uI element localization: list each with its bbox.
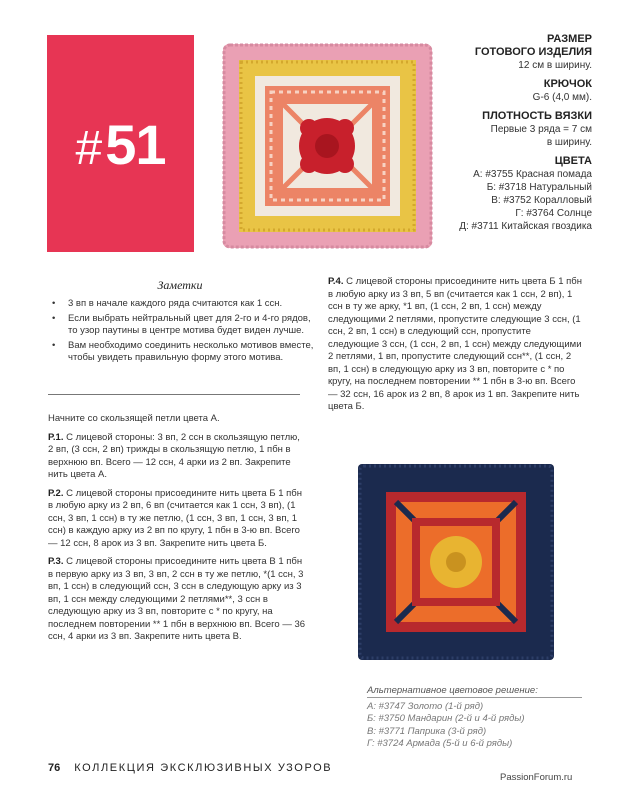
round-3-label: Р.3. — [48, 556, 64, 567]
alt-line: В: #3771 Паприка (3-й ряд) — [367, 725, 487, 737]
page-number: 76 — [48, 762, 61, 774]
round-2-label: Р.2. — [48, 487, 64, 499]
spec-gauge-line-1: Первые 3 ряда = 7 см — [490, 124, 592, 135]
round-1-label: Р.1. — [48, 431, 64, 443]
alt-crochet-square-photo — [356, 462, 556, 662]
pattern-number — [47, 110, 194, 184]
watermark: PassionForum.ru — [500, 772, 573, 783]
round-3-text: С лицевой стороны присоедините нить цвета В 1 пбн в первую арку из 3 вп, 3 вп, 2 ссн в ту же петлю, *(1 ссн, 3 вп, 1 ссн) в следующий ссн, 3 ссн в следующую арку из 3 вп, 1 ссн между следующими 2 петлями**, 3 ссн в следующую арку из 3 вп, повторите с * по кругу, на последнем повторении ** 1 пбн в верхнюю вп. Всего — 36 ссн, 4 арки из 3 вп. Закрепите нить цвета В. — [48, 556, 306, 642]
instructions-left — [48, 413, 306, 650]
spec-size-value: 12 см в ширину. — [518, 60, 592, 71]
round-1 — [48, 432, 306, 482]
spec-size-title: РАЗМЕР — [546, 33, 592, 45]
spec-color-b: Б: #3718 Натуральный — [486, 182, 592, 193]
alt-line: А: #3747 Золото (1-й ряд) — [367, 700, 484, 712]
round-4 — [328, 276, 583, 414]
spec-color-g: Г: #3764 Солнце — [515, 208, 592, 219]
round-3 — [48, 556, 306, 644]
round-2 — [48, 488, 306, 551]
spec-colors-title: ЦВЕТА — [554, 155, 592, 167]
spec-gauge-title: ПЛОТНОСТЬ ВЯЗКИ — [482, 110, 592, 122]
book-title: КОЛЛЕКЦИЯ ЭКСКЛЮЗИВНЫХ УЗОРОВ — [74, 762, 333, 774]
alt-divider — [367, 697, 582, 698]
note-item: • 3 вп в начале каждого ряда считаются как 1 ссн. — [50, 298, 315, 311]
round-2-text: С лицевой стороны присоедините нить цвета Б 1 пбн в любую арку из 2 вп, 6 вп (считается как 1 ссн, 3 вп), (1 ссн, 3 вп, 1 ссн) в ту же петлю, (1 ссн, 3 вп, 1 ссн, 3 вп, 1 ссн) в каждую арку из 2 вп по кругу, 1 пбн в 3-ю вп. Всего — 12 ссн, 8 арок из 3 вп. Закрепите нить цвета Б. — [48, 487, 302, 549]
spec-color-a: А: #3755 Красная помада — [473, 169, 592, 180]
pattern-number-value: 51 — [105, 113, 166, 176]
spec-hook-title: КРЮЧОК — [543, 78, 592, 90]
spec-size-title-2: ГОТОВОГО ИЗДЕЛИЯ — [474, 46, 592, 58]
alternative-colorway — [367, 685, 567, 751]
instructions-right — [328, 276, 583, 420]
note-item: • Вам необходимо соединить несколько мотивов вместе, чтобы увидеть правильную форму этого мотива. — [50, 340, 315, 365]
alt-line: Г: #3724 Армада (5-й и 6-й ряды) — [367, 738, 513, 749]
spec-column — [392, 33, 592, 239]
page-footer — [48, 762, 332, 774]
notes-divider — [48, 394, 300, 395]
round-4-text: С лицевой стороны присоедините нить цвета Б 1 пбн в любую арку из 3 вп, 5 вп (считается как 1 ссн, 2 вп), 1 ссн в ту же арку, *1 вп, (1 ссн, 2 вп, 1 ссн) между следующими 2 петлями, пропустите следующие 3 ссн, (1 ссн, 2 вп, 1 ссн) в следующий ссн, пропустите следующие 3 ссн, (1 ссн, 2 вп, 1 ссн) между следующими 2 петлями, 1 вп, пропустите следующий ссн**, (1 ссн, 2 вп, 1 ссн) в следующую арку из 3 вп, повторите с * по кругу, на последнем повторении ** 1 пбн в 3-ю вп. Всего — 32 ссн, 16 арок из 2 вп, 8 арок из 1 вп. Закрепите нить цвета Б. — [328, 276, 582, 412]
alt-line: Б: #3750 Мандарин (2-й и 4-й ряды) — [367, 713, 525, 724]
round-1-text: С лицевой стороны: 3 вп, 2 ссн в скользящую петлю, 2 вп, (3 ссн, 2 вп) трижды в скользящую петлю, 1 пбн в верхнюю вп. Всего — 12 ссн, 4 арки из 2 вп. Закрепите нить цвета А. — [48, 431, 300, 480]
notes-title: Заметки — [157, 278, 203, 292]
spec-color-d: Д: #3711 Китайская гвоздика — [459, 221, 592, 232]
alt-title: Альтернативное цветовое решение: — [367, 685, 538, 696]
note-item: • Если выбрать нейтральный цвет для 2-го и 4-го рядов, то узор паутины в центре мотива будет виден лучше. — [50, 313, 315, 338]
intro-text: Начните со скользящей петли цвета А. — [48, 413, 220, 424]
notes-list — [50, 298, 315, 367]
spec-color-v: В: #3752 Коралловый — [491, 195, 592, 206]
spec-gauge-line-2: в ширину. — [546, 137, 592, 148]
hash-sign: # — [75, 122, 102, 175]
round-4-label: Р.4. — [328, 276, 344, 287]
spec-hook-value: G-6 (4,0 мм). — [532, 92, 592, 103]
